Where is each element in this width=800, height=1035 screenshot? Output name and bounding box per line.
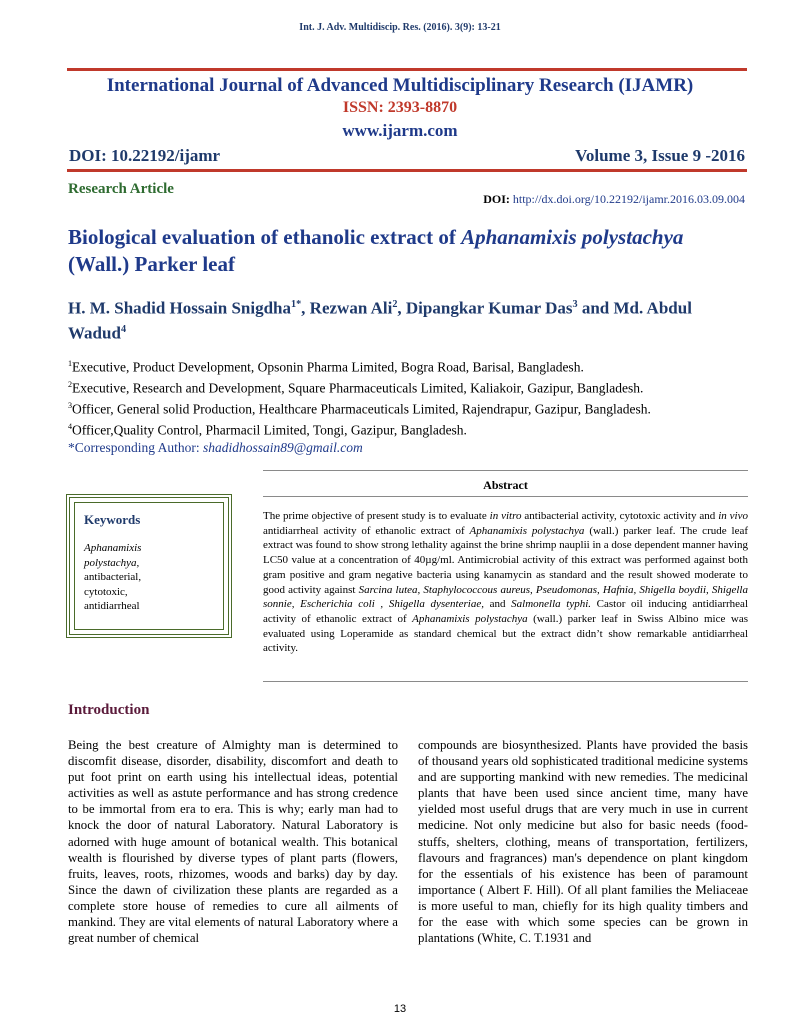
journal-title: International Journal of Advanced Multidisciplinary Research (IJAMR) bbox=[106, 75, 694, 96]
corresponding-email[interactable]: shadidhossain89@gmail.com bbox=[203, 440, 363, 456]
article-doi bbox=[483, 192, 745, 207]
affiliation-item: $^2$Executive, Research and Development, Square Pharmaceuticals Limited, Kaliakoir, Gazipur, Bangladesh. bbox=[68, 380, 644, 396]
affiliations bbox=[68, 355, 748, 457]
page-number: 13 bbox=[393, 1003, 407, 1015]
author-name: Md. Abdul Wadud bbox=[68, 298, 692, 343]
keywords-heading: Keywords bbox=[84, 512, 141, 527]
keywords-box bbox=[66, 494, 232, 638]
corresponding-author: *Corresponding Author: shadidhossain89@gmail.com bbox=[68, 440, 363, 456]
abstract-rule-top bbox=[263, 470, 748, 471]
keyword-item: cytotoxic, bbox=[84, 585, 128, 598]
article-title: Biological evaluation of ethanolic extract of Aphanamixis polystachya (Wall.) Parker leaf bbox=[68, 225, 684, 276]
author-name: Dipangkar Kumar Das bbox=[405, 298, 573, 318]
author-name: Rezwan Ali bbox=[309, 298, 393, 318]
author-name: H. M. Shadid Hossain Snigdha bbox=[68, 298, 291, 318]
affiliation-item: $^4$Officer,Quality Control, Pharmacil Limited, Tongi, Gazipur, Bangladesh. bbox=[68, 422, 467, 438]
author-list: H. M. Shadid Hossain Snigdha$^{1*}$, Rezwan Ali$^2$, Dipangkar Kumar Das$^3$ and Md. Abdul Wadud$^4$ bbox=[68, 298, 692, 343]
issn: ISSN: 2393-8870 bbox=[342, 99, 458, 116]
article-doi-link[interactable]: http://dx.doi.org/10.22192/ijamr.2016.03.09.004 bbox=[512, 192, 745, 206]
introduction-left-column: Being the best creature of Almighty man is determined to discomfit disease, disorder, disability, discomfort and death to put foot print on earth using his intellectual ideas, potential activities as well as astute performance and has strong credence to be immortal from era to era. This is why; early man had to knock the door of natural Laboratory. Natural Laboratory is adorned with huge amount of botanical wealth. This botanical wealth is flourished by diverse types of plant parts (flowers, fruits, leaves, roots, rhizomes, woods and barks) day by day. Since the dawn of civilization these plants are regarded as a complete store house of remedies to cure all ailments of mankind. They are vital elements of natural Laboratory where a great number of chemical bbox=[68, 738, 398, 946]
article-type: Research Article bbox=[68, 181, 174, 197]
journal-website: www.ijarm.com bbox=[342, 121, 458, 140]
volume-issue: Volume 3, Issue 9 -2016 bbox=[575, 146, 745, 165]
header-rule-bottom bbox=[67, 169, 747, 172]
introduction-right-column: compounds are biosynthesized. Plants have provided the basis of thousand years old sophisticated traditional medicine systems and are supporting mankind with new remedies. The medicinal plants that have been used since ancient time, many have yielded most useful drugs that are very much in use in current medicine. Not only medicine but also for basic needs (food-stuffs, shelters, clothing, means of transportation, fertilizers, flavours and fragrances) man's dependence on plant kingdom for the essentials of his existence has been of paramount importance ( Albert F. Hill). Of all plant families the Meliaceae is more useful to man, chiefly for its high quality timbers and for the ease with which some species can be grown in plantations (White, C. T.1931 and bbox=[418, 738, 748, 946]
abstract-text: The prime objective of present study is to evaluate in vitro antibacterial activity, cytotoxic activity and in vivo antidiarrheal activity of ethanolic extract of Aphanamixis polystachya (wall.) parker leaf. The crude leaf extract was found to show strong lethality against the brine shrimp nauplii in a dose dependent manner having LC50 value at a concentration of 40µg/ml. Antimicrobial activity of this extract was performed against both gram positive and gram negative bacteria using kanamycin as standard and the result showed moderate to good activity against Sarcina lutea, Staphylococcous aureus, Pseudomonas, Hafnia, Shigella boydii, Shigella sonnie, Escherichia coli , Shigella dysenteriae, and Salmonella typhi. Castor oil inducing antidiarrheal activity of ethanolic extract of Aphanamixis polystachya (wall.) parker leaf in Swiss Albino mice was evaluated using Loperamide as standard chemical but the extract didn’t show remarkable antidiarrheal activity. bbox=[263, 510, 749, 655]
keyword-item: antibacterial, bbox=[84, 571, 142, 583]
author-affiliation-mark: 4 bbox=[120, 323, 127, 335]
abstract-rule-mid bbox=[263, 496, 748, 497]
affiliation-item: $^3$Officer, General solid Production, Healthcare Pharmaceuticals Limited, Rajendrapur, Gazipur, Bangladesh. bbox=[68, 401, 651, 417]
keywords-list bbox=[84, 541, 141, 614]
author-affiliation-mark: 2 bbox=[392, 299, 398, 310]
introduction-heading: Introduction bbox=[68, 702, 150, 718]
keyword-item: antidiarrheal bbox=[84, 600, 140, 612]
abstract-rule-bottom bbox=[263, 681, 748, 682]
author-affiliation-mark: 1* bbox=[290, 299, 302, 310]
affiliation-item: $^1$Executive, Product Development, Opsonin Pharma Limited, Bogra Road, Barisal, Bangladesh. bbox=[68, 359, 584, 375]
author-affiliation-mark: 3 bbox=[572, 299, 578, 310]
article-doi-label: DOI: bbox=[483, 192, 510, 206]
keyword-item: Aphanamixis bbox=[84, 542, 142, 554]
abstract-heading: Abstract bbox=[483, 478, 528, 492]
header-rule-top bbox=[67, 68, 747, 71]
keyword-item: polystachya, bbox=[84, 556, 140, 569]
journal-doi: DOI: 10.22192/ijamr bbox=[69, 146, 221, 165]
running-head: Int. J. Adv. Multidiscip. Res. (2016). 3(9): 13-21 bbox=[299, 22, 501, 33]
